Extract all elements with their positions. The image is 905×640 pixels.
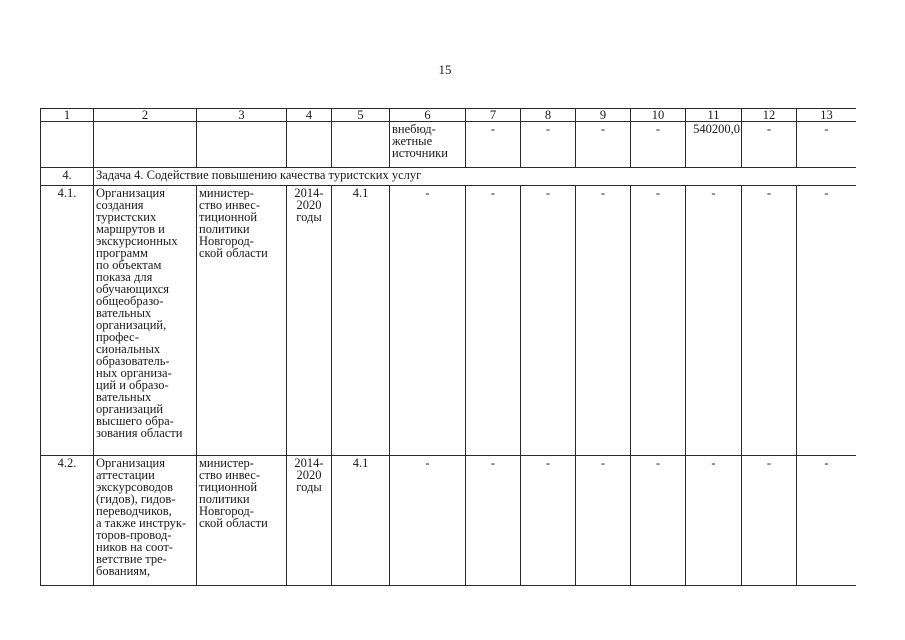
table-cell: - (466, 456, 521, 586)
header-cell: 8 (521, 109, 576, 122)
table-cell: - (390, 186, 466, 456)
row-number: 4.1. (41, 186, 94, 456)
header-cell: 1 (41, 109, 94, 122)
table-cell: - (521, 122, 576, 168)
activity-name: Организация аттестации экскурсоводов (гидов), гидов- переводчиков, а также инструк- торов-провод- ников на соот- ветствие тре- бованиям, (94, 456, 197, 586)
row-number: 4.2. (41, 456, 94, 586)
executor: министер- ство инвес- тиционной политики Новгород- ской области (197, 186, 287, 456)
table-cell: - (521, 186, 576, 456)
header-cell: 3 (197, 109, 287, 122)
table-cell: - (742, 122, 797, 168)
table-cell: - (576, 122, 631, 168)
target-indicator: 4.1 (332, 456, 390, 586)
header-cell: 6 (390, 109, 466, 122)
table-cell: - (797, 186, 857, 456)
header-cell: 12 (742, 109, 797, 122)
table-cell: - (631, 186, 686, 456)
table-cell: - (390, 456, 466, 586)
header-cell: 4 (287, 109, 332, 122)
header-cell: 9 (576, 109, 631, 122)
table-cell: - (576, 186, 631, 456)
header-cell: 13 (797, 109, 857, 122)
period: 2014- 2020 годы (287, 186, 332, 456)
table-cell: - (742, 186, 797, 456)
program-table (40, 108, 856, 586)
period: 2014- 2020 годы (287, 456, 332, 586)
header-cell: 10 (631, 109, 686, 122)
amount-cell: 540200,0 (686, 122, 742, 168)
header-cell: 7 (466, 109, 521, 122)
table-row (41, 186, 857, 456)
table-cell (332, 122, 390, 168)
task-number: 4. (41, 168, 94, 186)
table-cell: - (521, 456, 576, 586)
task-title: Задача 4. Содействие повышению качества туристских услуг (94, 168, 857, 186)
task-row (41, 168, 857, 186)
table-cell (41, 122, 94, 168)
activity-name: Организация создания туристских маршрутов и экскурсионных программ по объектам показа для обучающихся общеобразо- вательных организаций, профес- сиональных образователь- ных организа- ций и образо- вательных организаций высшего обра- зования области (94, 186, 197, 456)
table-cell: - (797, 122, 857, 168)
table-cell: - (686, 456, 742, 586)
header-cell: 5 (332, 109, 390, 122)
table-cell: - (797, 456, 857, 586)
table-cell: - (742, 456, 797, 586)
table-cell: - (576, 456, 631, 586)
table-cell (94, 122, 197, 168)
header-cell: 2 (94, 109, 197, 122)
table-cell: - (686, 186, 742, 456)
table-cell: - (466, 122, 521, 168)
table-cell (287, 122, 332, 168)
header-row (41, 109, 857, 122)
target-indicator: 4.1 (332, 186, 390, 456)
funding-source-cell: внебюд- жетные источники (390, 122, 466, 168)
table-container (40, 108, 856, 596)
table-cell: - (631, 456, 686, 586)
executor: министер- ство инвес- тиционной политики Новгород- ской области (197, 456, 287, 586)
header-cell: 11 (686, 109, 742, 122)
page-number: 15 (438, 62, 452, 77)
table-cell: - (466, 186, 521, 456)
table-cell: - (631, 122, 686, 168)
table-cell (197, 122, 287, 168)
continuation-row (41, 122, 857, 168)
table-row (41, 456, 857, 586)
